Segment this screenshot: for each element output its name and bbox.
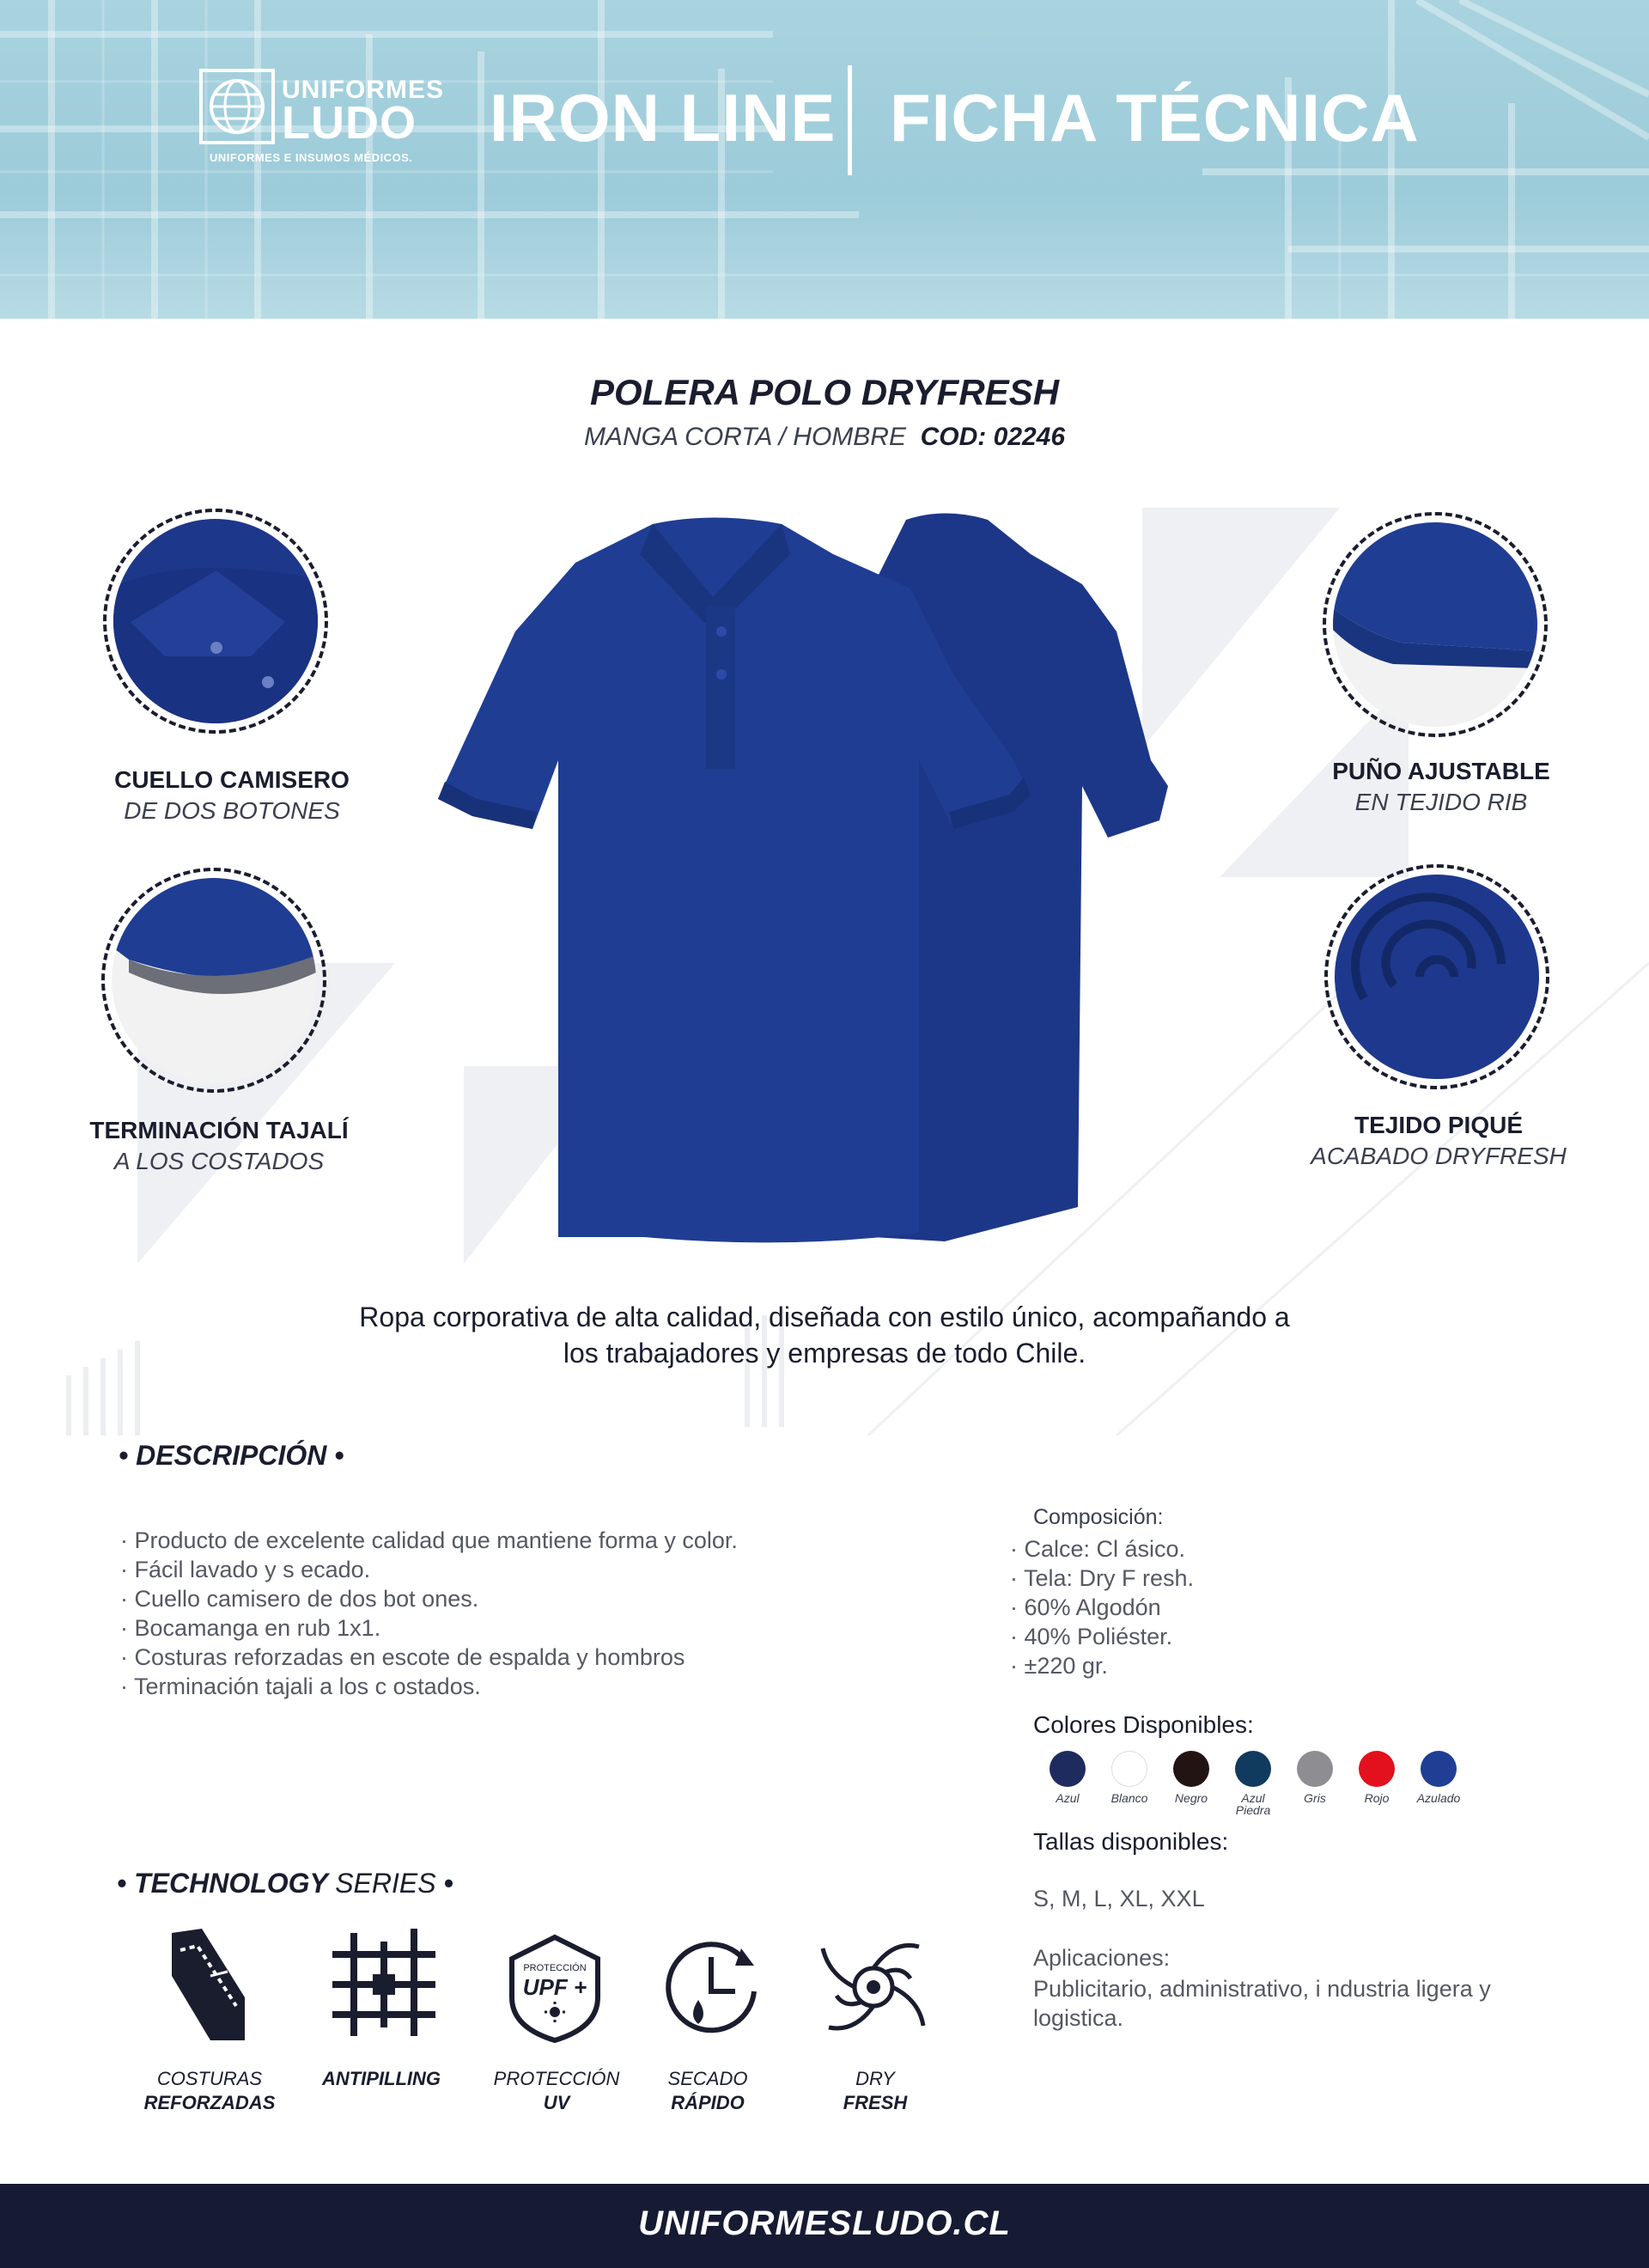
composition-item: · Calce: Cl ásico. [1010,1534,1194,1564]
color-swatch [1297,1751,1333,1787]
tech-label-bottom: REFORZADAS [143,2092,276,2113]
composition-item: · 60% Algodón [1010,1593,1194,1622]
color-swatch [1173,1751,1209,1787]
description-item: · Terminación tajali a los c ostados. [120,1672,738,1701]
detail-circle-side-slit [101,868,326,1093]
applications-text: Publicitario, administrativo, i ndustria ligera y logistica. [1033,1976,1491,2031]
composition-title: Composición: [1033,1505,1164,1529]
tech-label-top: DRY [855,2068,895,2089]
weave-icon [328,1924,440,2045]
cuff-detail-image [1333,522,1537,727]
color-swatch-label: Azul [1056,1791,1080,1805]
color-swatch-label: Gris [1304,1791,1326,1805]
side-slit-detail-image [112,878,316,1082]
clock-drop-icon [660,1931,763,2043]
tech-label-bottom: RÁPIDO [671,2092,745,2113]
footer-website-link[interactable]: UNIFORMESLUDO.CL [638,2204,1011,2242]
detail-circle-cuff [1323,512,1548,737]
logo-text-main: LUDO [282,97,417,149]
tech-label-bottom: UV [543,2092,570,2113]
description-list [120,1526,738,1701]
sizes-title: Tallas disponibles: [1033,1828,1229,1855]
applications-title: Aplicaciones: [1033,1945,1171,1971]
color-swatch [1050,1751,1086,1787]
stitch-icon [163,1924,258,2045]
upf-badge-top: PROTECCIÓN [523,1963,587,1973]
collar-detail-image [113,519,318,723]
globe-icon [203,72,271,141]
description-heading: • DESCRIPCIÓN • [119,1440,344,1471]
color-swatch-label: Azulado [1416,1791,1461,1805]
intro-text [258,1299,1391,1371]
product-subtitle [0,423,1649,452]
description-item: · Bocamanga en rub 1x1. [120,1613,738,1643]
detail-label-side-slit: TERMINACIÓN TAJALÍ [89,1117,349,1143]
color-swatch-label: Azul Piedra [1235,1791,1271,1817]
detail-label-collar: CUELLO CAMISERO [114,766,350,793]
composition-item: · Tela: Dry F resh. [1010,1564,1194,1593]
detail-sub-cuff: EN TEJIDO RIB [1354,789,1528,815]
logo-text-top: UNIFORMES [282,76,444,104]
color-swatch [1235,1751,1271,1787]
detail-label-cuff: PUÑO AJUSTABLE [1332,758,1550,784]
logo-mark [199,69,275,144]
tech-label-bottom: ANTIPILLING [321,2068,441,2089]
color-swatch [1421,1751,1457,1787]
description-heading-text: DESCRIPCIÓN [136,1440,327,1471]
intro-line-1: Ropa corporativa de alta calidad, diseñada con estilo único, acompañando a [359,1302,1290,1332]
header-divider [848,65,852,175]
tech-label-top: PROTECCIÓN [493,2068,620,2089]
detail-circle-collar [103,509,328,734]
tech-label-top: SECADO [667,2068,748,2089]
description-item: · Fácil lavado y s ecado. [120,1555,738,1584]
tech-label-stitch [132,2067,287,2115]
color-swatch [1359,1751,1395,1787]
pique-fabric-image [1335,875,1539,1079]
detail-label-pique: TEJIDO PIQUÉ [1354,1112,1524,1138]
description-item: · Producto de excelente calidad que mantiene forma y color. [120,1526,738,1555]
color-swatch [1111,1751,1147,1787]
color-swatch-label: Negro [1174,1791,1208,1805]
composition-item: · 40% Poliéster. [1010,1622,1194,1651]
document-type-title: FICHA TÉCNICA [890,80,1420,155]
composition-list [1010,1534,1194,1680]
product-line-title: IRON LINE [490,80,837,155]
tech-label-top: COSTURAS [156,2068,263,2089]
header-banner [0,0,1649,319]
description-item: · Costuras reforzadas en escote de espalda y hombros [120,1643,738,1672]
polo-shirt-image [429,503,1254,1250]
description-item: · Cuello camisero de dos bot ones. [120,1584,738,1613]
color-swatch-label: Rojo [1364,1791,1390,1805]
detail-sub-pique: ACABADO DRYFRESH [1311,1143,1567,1169]
detail-circle-pique [1324,864,1549,1089]
product-title: POLERA POLO DRYFRESH [589,372,1060,412]
composition-item: · ±220 gr. [1010,1651,1194,1680]
technology-heading: • TECHNOLOGY SERIES • [117,1868,453,1899]
air-swirl-icon [816,1931,931,2043]
tech-label-fresh [798,2067,952,2115]
tech-label-dry [630,2067,785,2115]
colors-title: Colores Disponibles: [1033,1711,1254,1738]
technology-heading-bold: TECHNOLOGY [134,1868,328,1899]
tech-label-uv [479,2067,634,2115]
intro-line-2: los trabajadores y empresas de todo Chile. [563,1338,1086,1369]
tech-label-weave [304,2067,459,2091]
product-category: MANGA CORTA / HOMBRE [583,423,906,451]
detail-sub-side-slit: A LOS COSTADOS [113,1148,325,1174]
technology-heading-light: SERIES [335,1868,436,1899]
color-swatch-label: Blanco [1110,1791,1148,1805]
shield-upf-icon [503,1933,606,2045]
sizes-value: S, M, L, XL, XXL [1033,1886,1205,1911]
upf-badge-main: UPF + [522,1974,587,2000]
detail-sub-collar: DE DOS BOTONES [124,797,340,824]
tech-label-bottom: FRESH [843,2092,908,2113]
logo-tagline: UNIFORMES E INSUMOS MÉDICOS. [210,151,413,164]
product-code: COD: 02246 [920,423,1066,451]
